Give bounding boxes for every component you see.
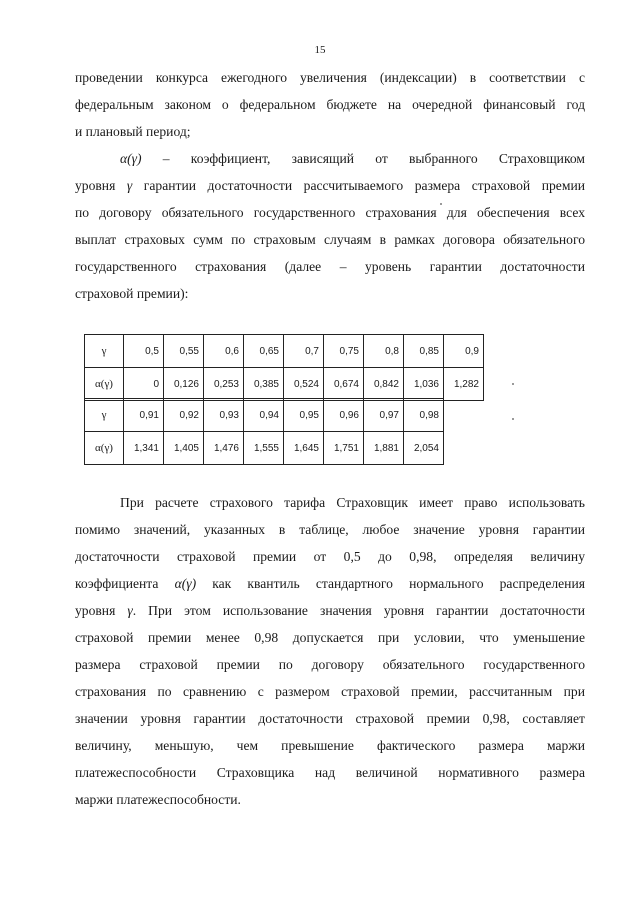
alpha-cell: 1,341 — [124, 432, 164, 465]
gamma-row — [85, 399, 444, 432]
alpha-gamma-symbol: α(γ) — [174, 576, 197, 591]
scan-speck — [512, 418, 514, 420]
alpha-cell: 1,476 — [204, 432, 244, 465]
alpha-cell: 0,842 — [364, 368, 404, 401]
alpha-cell: 0 — [124, 368, 164, 401]
gamma-cell: 0,9 — [444, 335, 484, 368]
quantile-table-2 — [84, 398, 444, 465]
gamma-cell: 0,93 — [204, 399, 244, 432]
text-line: государственного страхования (далее – уровень гарантии достаточности — [75, 259, 585, 274]
text-line: маржи платежеспособности. — [75, 792, 241, 807]
gamma-symbol: γ — [126, 178, 133, 193]
alpha-cell: 1,282 — [444, 368, 484, 401]
alpha-gamma-symbol: α(γ) – — [120, 151, 170, 166]
intro-paragraph — [75, 64, 585, 145]
gamma-cell: 0,91 — [124, 399, 164, 432]
page-number: 15 — [314, 44, 326, 56]
gamma-row — [85, 335, 484, 368]
definition-text: коэффициент, зависящий от выбранного Страховщиком — [190, 151, 585, 166]
text-line: по договору обязательного государственного страхования для обеспечения всех — [75, 205, 585, 220]
text-fragment: коэффициента — [75, 576, 159, 591]
definition-first-line — [75, 145, 585, 172]
alpha-row — [85, 368, 484, 401]
text-fragment: как квантиль стандартного нормального распределения — [212, 576, 585, 591]
definition-paragraph — [75, 145, 585, 307]
text-line: страхования по сравнению с размером страховой премии, рассчитанным при — [75, 684, 585, 699]
scan-speck — [440, 203, 442, 205]
text-line: страховой премии): — [75, 286, 189, 301]
text-line: значении уровня гарантии достаточности страховой премии 0,98, составляет — [75, 711, 585, 726]
gamma-cell: 0,94 — [244, 399, 284, 432]
text-fragment: . При этом использование значения уровня гарантии достаточности — [132, 603, 585, 618]
gamma-cell: 0,7 — [284, 335, 324, 368]
text-fragment: уровня — [75, 178, 116, 193]
text-line: достаточности страховой премии от 0,5 до 0,98, определяя величину — [75, 549, 585, 564]
row-header-alpha: α(γ) — [85, 432, 124, 465]
alpha-cell: 1,751 — [324, 432, 364, 465]
text-line: и плановый период; — [75, 124, 191, 139]
gamma-cell: 0,95 — [284, 399, 324, 432]
gamma-symbol: γ — [127, 603, 133, 618]
scan-speck — [512, 383, 514, 385]
quantile-table-1 — [84, 334, 484, 401]
gamma-cell: 0,55 — [164, 335, 204, 368]
text-line: При расчете страхового тарифа Страховщик имеет право использовать — [120, 495, 585, 510]
alpha-cell: 1,036 — [404, 368, 444, 401]
alpha-cell: 0,524 — [284, 368, 324, 401]
gamma-cell: 0,98 — [404, 399, 444, 432]
gamma-cell: 0,97 — [364, 399, 404, 432]
definition-second-line — [75, 172, 585, 199]
text-fragment: гарантии достаточности рассчитываемого размера страховой премии — [143, 178, 585, 193]
tariff-paragraph — [75, 489, 585, 813]
text-line: страховой премии менее 0,98 допускается при условии, что уменьшение — [75, 630, 585, 645]
alpha-cell: 2,054 — [404, 432, 444, 465]
row-header-gamma: γ — [85, 335, 124, 368]
gamma-cell: 0,85 — [404, 335, 444, 368]
alpha-cell: 0,385 — [244, 368, 284, 401]
text-line: проведении конкурса ежегодного увеличения (индексации) в соответствии с — [75, 70, 585, 85]
alpha-cell: 0,126 — [164, 368, 204, 401]
text-line: помимо значений, указанных в таблице, любое значение уровня гарантии — [75, 522, 585, 537]
gamma-cell: 0,96 — [324, 399, 364, 432]
gamma-cell: 0,65 — [244, 335, 284, 368]
alpha-cell: 1,645 — [284, 432, 324, 465]
text-line: выплат страховых сумм по страховым случаям в рамках договора обязательного — [75, 232, 585, 247]
text-line: платежеспособности Страховщика над величиной нормативного размера — [75, 765, 585, 780]
row-header-gamma: γ — [85, 399, 124, 432]
coefficient-line — [75, 570, 585, 597]
alpha-cell: 1,405 — [164, 432, 204, 465]
row-header-alpha: α(γ) — [85, 368, 124, 401]
alpha-cell: 0,253 — [204, 368, 244, 401]
gamma-cell: 0,5 — [124, 335, 164, 368]
alpha-cell: 1,881 — [364, 432, 404, 465]
text-fragment: уровня — [75, 603, 116, 618]
gamma-cell: 0,75 — [324, 335, 364, 368]
level-line — [75, 597, 585, 624]
text-line: федеральным законом о федеральном бюджете на очередной финансовый год — [75, 97, 585, 112]
text-line: величину, меньшую, чем превышение фактического размера маржи — [75, 738, 585, 753]
alpha-cell: 1,555 — [244, 432, 284, 465]
gamma-cell: 0,8 — [364, 335, 404, 368]
alpha-cell: 0,674 — [324, 368, 364, 401]
text-line: размера страховой премии по договору обязательного государственного — [75, 657, 585, 672]
gamma-cell: 0,92 — [164, 399, 204, 432]
alpha-row — [85, 432, 444, 465]
gamma-cell: 0,6 — [204, 335, 244, 368]
